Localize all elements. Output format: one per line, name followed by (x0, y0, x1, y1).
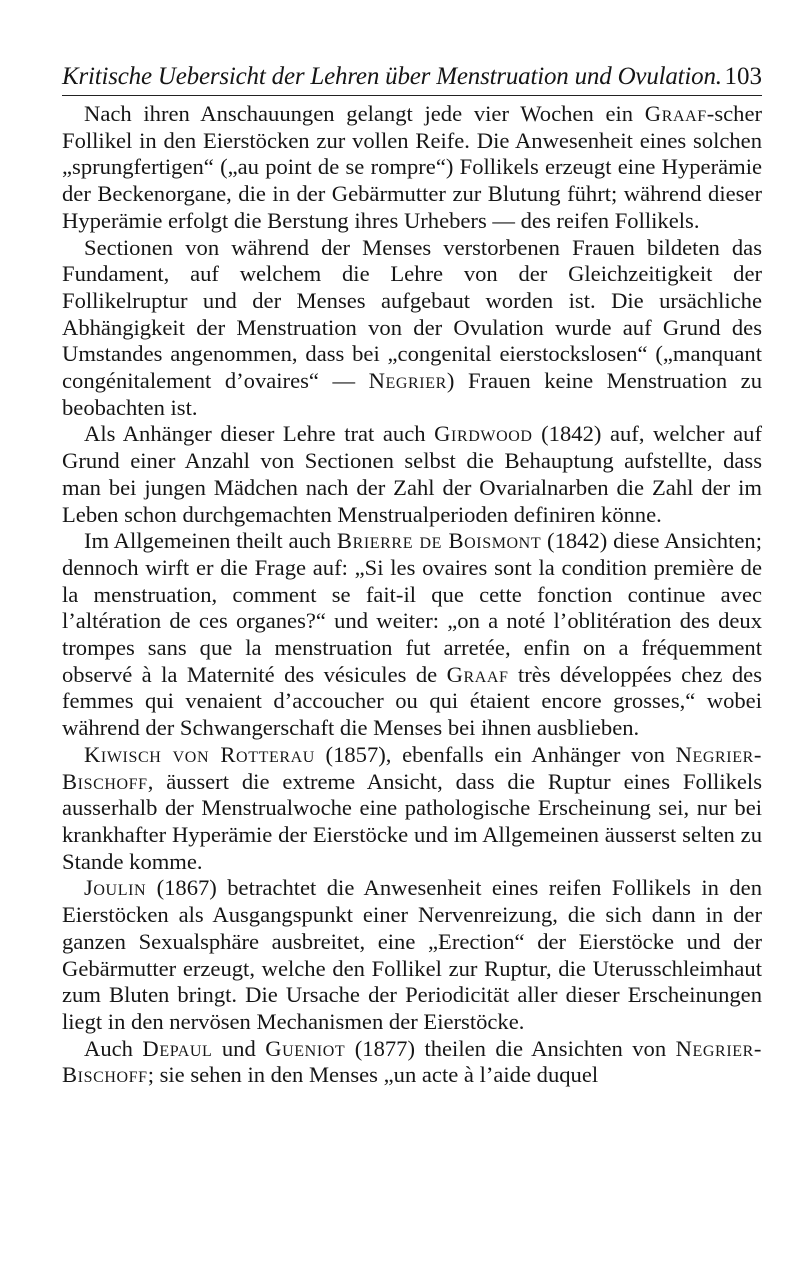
body-text (62, 101, 762, 1089)
paragraph (62, 742, 762, 876)
paragraph-text: Sectionen von während der Menses verstorbenen Frauen bildeten das Fundament, auf welchem die Lehre von der Gleichzeitigkeit der Follikelruptur und der Menses aufgebaut worden ist. Die ursächliche Abhängigkeit der Menstruation von der Ovulation wurde auf Grund des Umstandes angenommen, dass bei „congenital eierstockslosen“ („manquant congénitalement d’ovaires“ — (62, 234, 762, 394)
paragraph-text: (1842) auf, welcher auf Grund einer Anzahl von Sectionen selbst die Behauptung aufstellte, dass man bei jungen Mädchen nach der Zahl der Ovarialnarben die Zahl der im Leben schon durchgemachten Menstrualperioden definiren könne. (62, 421, 762, 527)
author-name: Joulin (84, 875, 147, 901)
paragraph-text: Als Anhänger dieser Lehre trat auch (84, 421, 435, 447)
paragraph-text: -scher Follikel in den Eierstöcken zur vollen Reife. Die Anwesenheit eines solchen „sprungfertigen“ („au point de se rompre“) Follikels erzeugt eine Hyperämie der Beckenorgane, die in der Gebärmutter zur Blutung führt; während dieser Hyperämie erfolgt die Berstung ihres Urhebers — des reifen Follikels. (62, 101, 762, 233)
paragraph (62, 235, 762, 422)
paragraph-text: (1867) betrachtet die Anwesenheit eines reifen Follikels in den Eierstöcken als Ausgangspunkt einer Nervenreizung, die sich dann in der ganzen Sexualsphäre ausbreitet, eine „Erection“ der Eierstöcke und der Gebärmutter erzeugt, welche den Follikel zur Ruptur, die Uterusschleimhaut zum Bluten bringt. Die Ursache der Periodicität aller dieser Erscheinungen liegt in den nervösen Mechanismen der Eierstöcke. (62, 875, 762, 1034)
paragraph-text: Nach ihren Anschauungen gelangt jede vier Wochen ein (84, 101, 645, 126)
paragraph (62, 101, 762, 235)
paragraph-text: (1857), ebenfalls ein Anhänger von (314, 741, 676, 767)
paragraph-text: , äussert die extreme Ansicht, dass die Ruptur eines Follikels ausserhalb der Menstrualwoche eine pathologische Erscheinung sei, nur bei krankhafter Hyperämie der Eierstöcke und im Allgemeinen äusserst selten zu Stande komme. (62, 768, 762, 874)
paragraph-text: Auch (84, 1035, 143, 1061)
book-page (62, 62, 762, 1089)
author-name: Negrier-Bischoff (62, 1035, 763, 1088)
author-name: Gueniot (265, 1035, 346, 1061)
paragraph (62, 1036, 762, 1089)
author-name: Brierre de Boismont (336, 528, 542, 554)
paragraph (62, 421, 762, 528)
paragraph-text: très développées chez des femmes qui venaient d’accoucher ou qui étaient encore grosses,“ wobei während der Schwangerschaft die Menses bei ihnen ausblieben. (62, 661, 762, 741)
paragraph-text: ) Frauen keine Menstruation zu beobachten ist. (62, 368, 762, 420)
paragraph (62, 528, 762, 742)
author-name: Graaf (644, 101, 707, 126)
page-number: 103 (724, 63, 762, 90)
paragraph-text: (1842) diese Ansichten; dennoch wirft er die Frage auf: „Si les ovaires sont la condition première de la menstruation, comment se fait-il que cette fonction continue avec l’altération de ces organes?“ und weiter: „on a noté l’oblitération des deux trompes sans que la menstruation fut arretée, enfin on a fréquemment observé à la Maternité des vésicules de (62, 528, 762, 687)
author-name: Graaf (446, 661, 509, 687)
header-rule (62, 95, 762, 96)
author-name: Kiwisch von Rotterau (84, 741, 315, 767)
author-name: Depaul (142, 1035, 213, 1061)
author-name: Negrier (368, 368, 447, 394)
paragraph (62, 875, 762, 1035)
running-title: Kritische Uebersicht der Lehren über Menstruation und Ovulation. (62, 63, 722, 90)
paragraph-text: Im Allgemeinen theilt auch (84, 528, 337, 554)
paragraph-text: (1877) theilen die Ansichten von (345, 1035, 676, 1061)
paragraph-text: und (212, 1035, 266, 1061)
running-header (62, 62, 762, 94)
paragraph-text: ; sie sehen in den Menses „un acte à l’aide duquel (147, 1062, 599, 1088)
author-name: Negrier-Bischoff (62, 741, 763, 794)
author-name: Girdwood (434, 421, 533, 447)
